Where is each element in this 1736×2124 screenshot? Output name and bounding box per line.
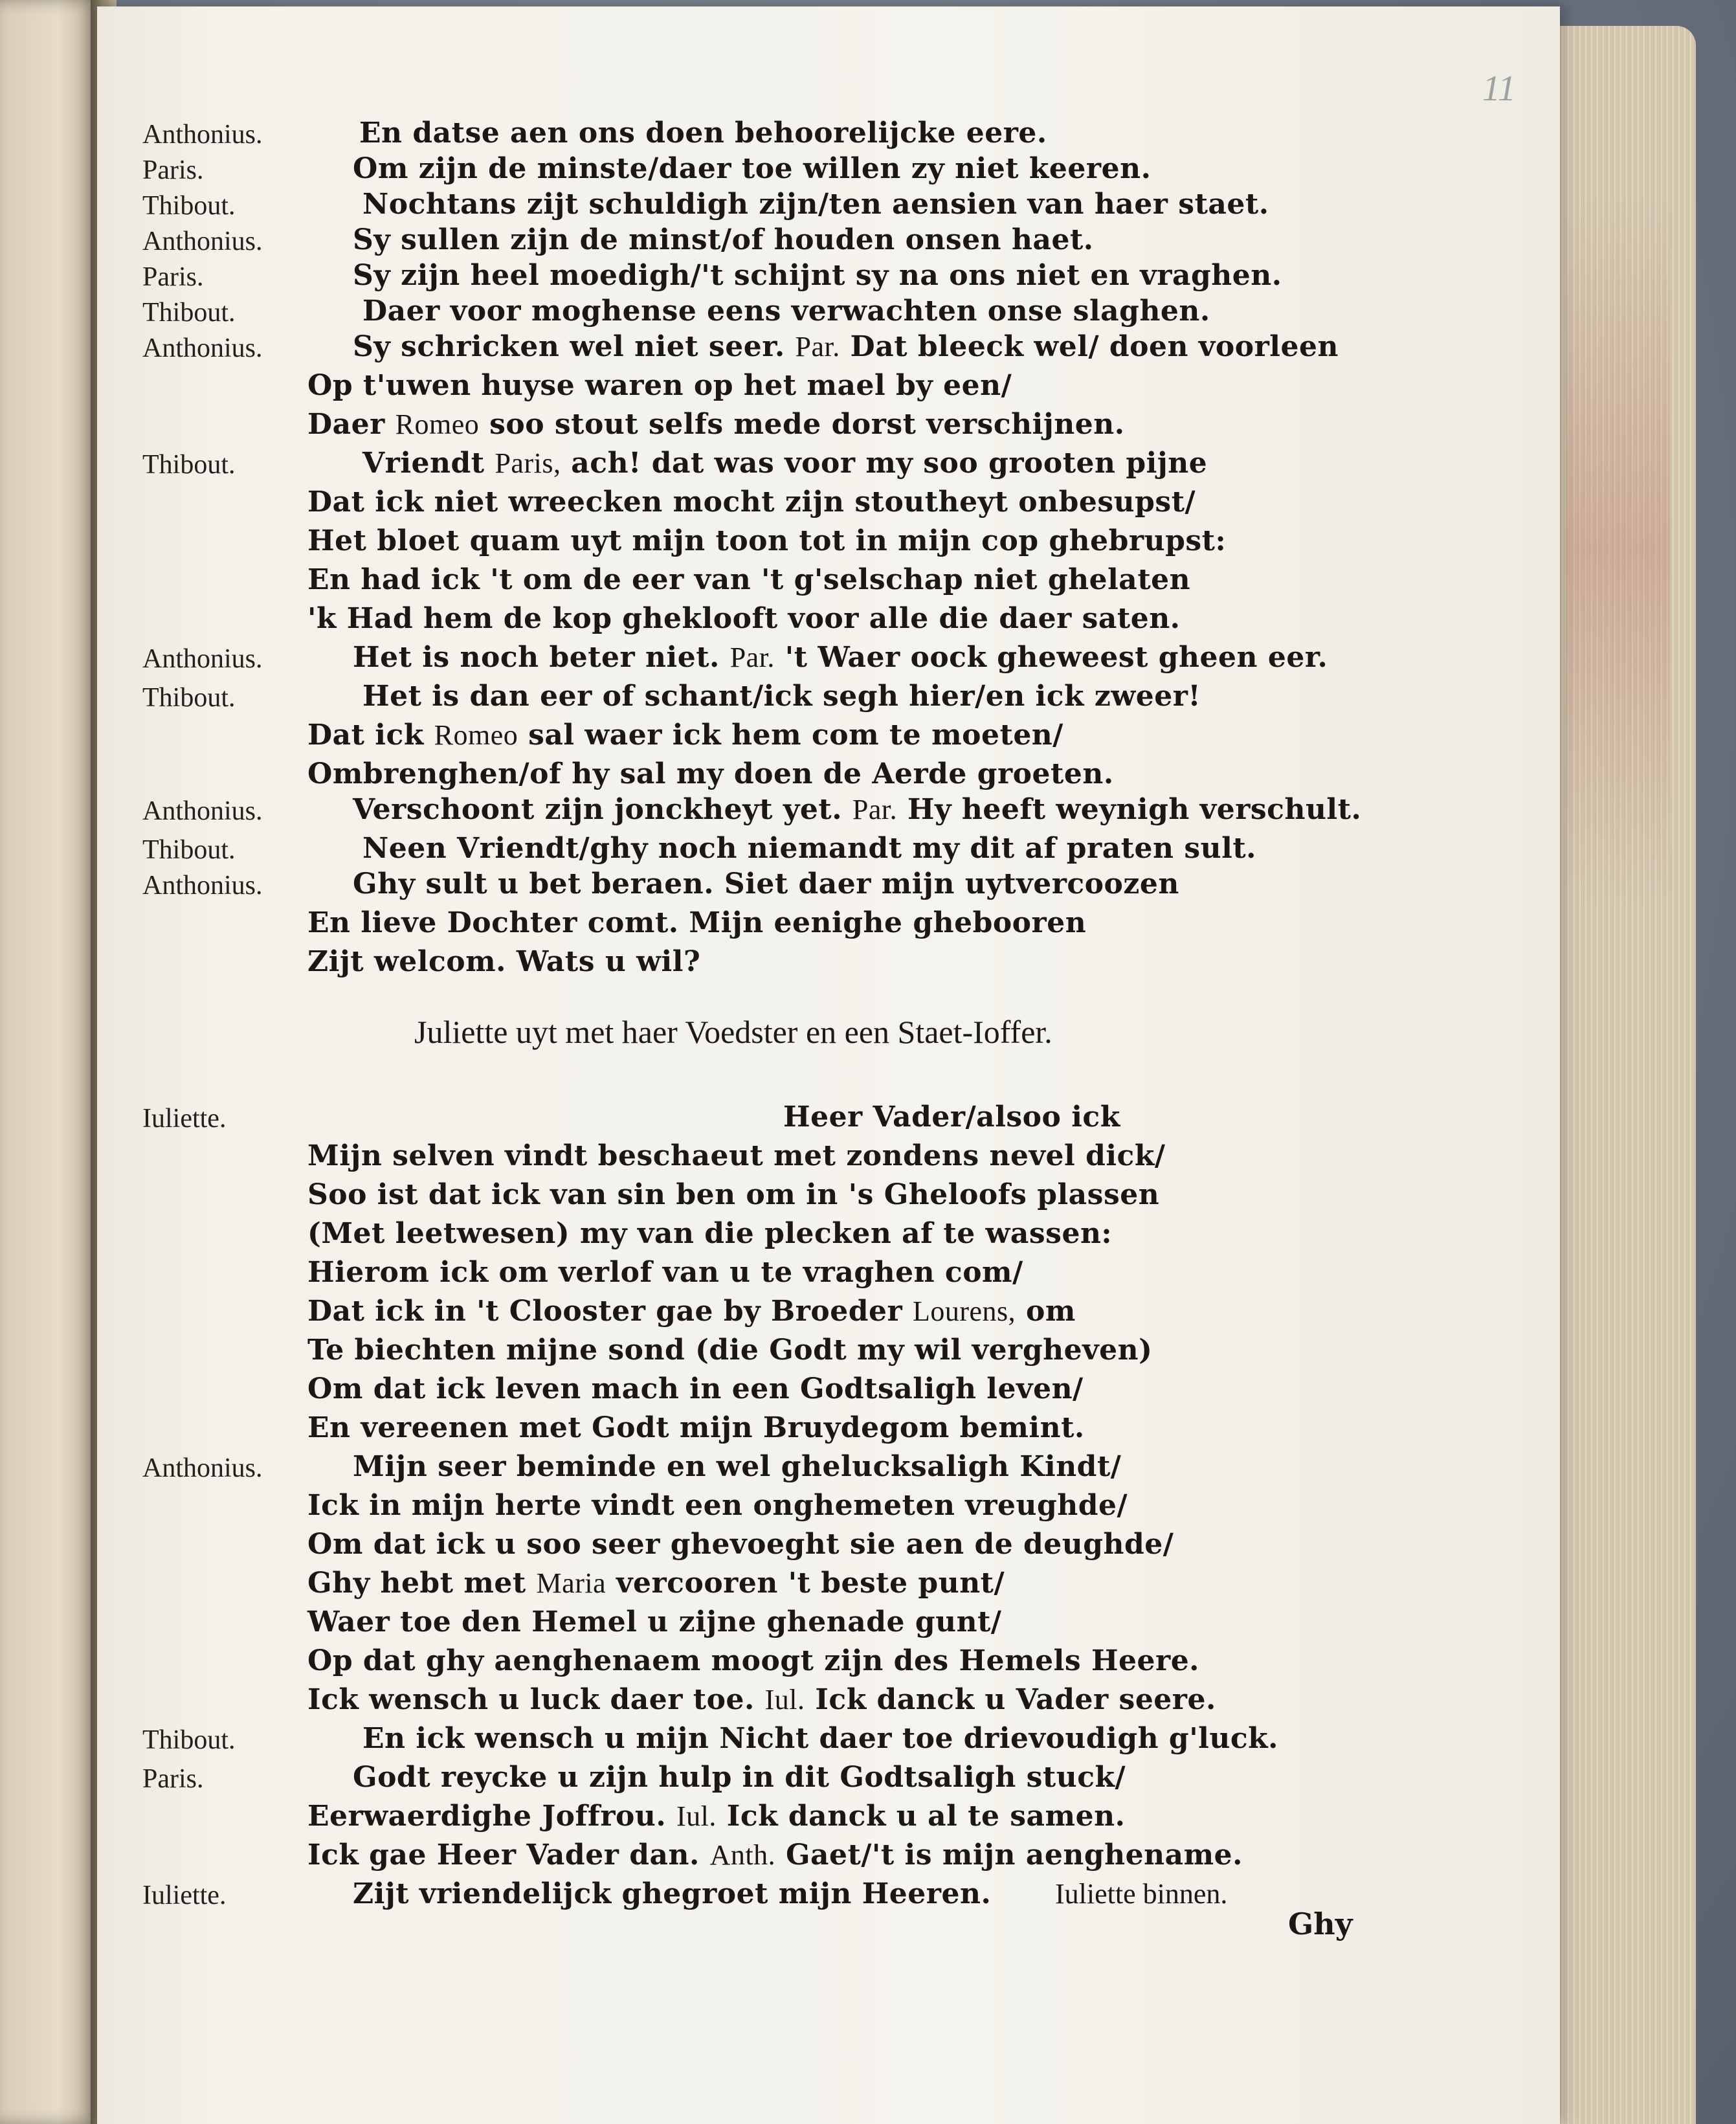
verse-text-continued: vercooren 't beste punt/ [616,1567,1005,1600]
verse-text: En ick wensch u mijn Nicht daer toe drievoudigh g'luck. [362,1722,1278,1755]
speaker-name: Paris. [142,155,204,185]
verse-line [307,1256,1023,1289]
verse-text: Te biechten mijne sond (die Godt my wil vergheven) [307,1334,1153,1367]
speaker-name: Thibout. [142,683,236,713]
verse-line [359,117,1047,150]
verse-line [362,832,1256,865]
speaker-name: Anthonius. [142,1453,263,1483]
verse-text: Dat ick [307,719,424,752]
verse-line [307,945,700,978]
verse-text: Op t'uwen huyse waren op het mael by een/ [307,369,1012,402]
verse-line [307,757,1114,790]
speaker-name: Paris. [142,262,204,292]
verse-line [307,524,1226,557]
verse-line [307,906,1086,939]
verse-line [362,295,1210,328]
verse-line [307,1139,1165,1172]
verse-text: Daer voor moghense eens verwachten onse slaghen. [362,295,1210,328]
verse-text: Nochtans zijt schuldigh zijn/ten aensien van haer staet. [362,188,1269,221]
speaker-name: Anthonius. [142,796,263,826]
verse-line [353,1450,1121,1483]
verse-line [307,602,1181,635]
verse-text: Soo ist dat ick van sin ben om in 's Gheloofs plassen [307,1178,1160,1211]
verse-text-continued: Gaet/'t is mijn aenghename. [785,1839,1243,1872]
verse-line [353,223,1094,256]
verse-text: Zijt vriendelijck ghegroet mijn Heeren. [353,1877,992,1910]
verse-text: Sy zijn heel moedigh/'t schijnt sy na ons niet en vraghen. [353,259,1282,292]
verse-line [353,1761,1126,1794]
verse-text: Ombrenghen/of hy sal my doen de Aerde groeten. [307,757,1114,790]
verse-text: Ick wensch u luck daer toe. [307,1683,755,1716]
verse-line [362,680,1201,713]
verse-line [307,486,1196,519]
verse-text: Eerwaerdighe Joffrou. [307,1800,667,1833]
speaker-name: Anthonius. [142,333,263,363]
verse-text: Verschoont zijn jonckheyt yet. [353,793,843,826]
verse-line [307,1567,1005,1600]
verse-text: Dat ick niet wreecken mocht zijn stoutheyt onbesupst/ [307,486,1196,519]
verse-line [353,259,1282,292]
interjection-speaker: Par. [852,794,898,825]
verse-line [307,1217,1112,1250]
interjection-speaker: Iul. [764,1684,805,1716]
verse-text-continued: Dat bleeck wel/ doen voorleen [850,330,1339,363]
verse-text: Zijt welcom. Wats u wil? [307,945,701,978]
verse-text: Neen Vriendt/ghy noch niemandt my dit af praten sult. [362,832,1256,865]
speaker-name: Anthonius. [142,644,263,674]
verse-line [353,1877,991,1910]
verse-text: Sy sullen zijn de minst/of houden onsen haet. [353,223,1094,256]
verse-line [307,408,1125,441]
verse-text: En datse aen ons doen behoorelijcke eere. [359,117,1047,150]
interjection-speaker: Par. [729,642,775,673]
verse-text: 'k Had hem de kop gheklooft voor alle die daer saten. [307,602,1181,635]
verse-text: Het bloet quam uyt mijn toon tot in mijn cop ghebrupst: [307,524,1227,557]
verse-line [353,793,1361,826]
roman-name: Romeo [434,719,518,751]
interjection-speaker: Iul. [676,1800,717,1832]
verse-line [307,1334,1152,1367]
verse-line [307,1528,1174,1561]
speaker-name: Thibout. [142,1725,236,1755]
verse-line [307,1800,1125,1833]
speaker-name: Anthonius. [142,120,263,150]
speaker-name: Iuliette. [142,1881,227,1910]
verse-text: Godt reycke u zijn hulp in dit Godtsaligh stuck/ [353,1761,1126,1794]
verse-line [307,1644,1199,1677]
speaker-name: Thibout. [142,450,236,480]
speaker-name: Anthonius. [142,871,263,900]
verse-text: Het is noch beter niet. [353,641,720,674]
verse-text: Hierom ick om verlof van u te vraghen com/ [307,1256,1023,1289]
verse-line [353,867,1179,900]
verse-text: Dat ick in 't Clooster gae by Broeder [307,1295,903,1328]
exit-direction: Iuliette binnen. [1055,1878,1228,1910]
verse-text: Ghy hebt met [307,1567,526,1600]
verse-line [307,1683,1216,1716]
verse-text: (Met leetwesen) my van die plecken af te wassen: [307,1217,1113,1250]
roman-name: Romeo [395,408,480,440]
verse-text-continued: Ick danck u Vader seere. [815,1683,1216,1716]
verse-line [353,641,1328,674]
verse-text-continued: ach! dat was voor my soo grooten pijne [571,447,1208,480]
verse-text: En had ick 't om de eer van 't g'selschap niet ghelaten [307,563,1191,596]
verse-text-continued: sal waer ick hem com te moeten/ [528,719,1063,752]
verse-line [307,563,1190,596]
stage-direction: Juliette uyt met haer Voedster en een Staet-Ioffer. [414,1014,1052,1050]
verse-text: En vereenen met Godt mijn Bruydegom bemint. [307,1411,1085,1444]
roman-name: Paris, [495,447,561,479]
verse-line [307,1605,1002,1638]
verse-line [307,1489,1128,1522]
left-page-edge [0,0,97,2124]
roman-name: Maria [536,1567,606,1599]
speaker-name: Anthonius. [142,227,263,256]
verse-line [353,330,1339,363]
verse-text: Vriendt [362,447,485,480]
verse-line [307,719,1063,752]
catchword: Ghy [1288,1906,1353,1941]
verse-line [362,447,1207,480]
page-number: 11 [1482,69,1516,109]
verse-text: Om dat ick u soo seer ghevoeght sie aen de deughde/ [307,1528,1174,1561]
verse-text: Sy schricken wel niet seer. [353,330,785,363]
verse-text-continued: Ick danck u al te samen. [726,1800,1126,1833]
verse-line [307,1178,1159,1211]
verse-line [307,1372,1084,1405]
verse-text: Ghy sult u bet beraen. Siet daer mijn uytvercoozen [353,867,1179,900]
interjection-speaker: Par. [795,331,840,363]
speaker-name: Thibout. [142,191,236,221]
speaker-name: Thibout. [142,835,236,865]
verse-text: Het is dan eer of schant/ick segh hier/en ick zweer! [362,680,1201,713]
verse-line [353,152,1151,185]
verse-text: Mijn selven vindt beschaeut met zondens nevel dick/ [307,1139,1166,1172]
verse-text: Heer Vader/alsoo ick [783,1101,1120,1134]
verse-line [307,369,1012,402]
verse-text: Ick gae Heer Vader dan. [307,1839,700,1872]
verse-line [307,1411,1085,1444]
verse-line [783,1101,1120,1134]
verse-text: Mijn seer beminde en wel ghelucksaligh Kindt/ [353,1450,1122,1483]
speaker-name: Iuliette. [142,1104,227,1134]
verse-line [362,1722,1278,1755]
verse-line [362,188,1269,221]
page-edge-stain [1566,194,1670,906]
verse-text-continued: om [1026,1295,1076,1328]
speaker-name: Paris. [142,1764,204,1794]
verse-text-continued: 't Waer oock gheweest gheen eer. [785,641,1328,674]
verse-text-continued: Hy heeft weynigh verschult. [907,793,1362,826]
verse-text: Waer toe den Hemel u zijne ghenade gunt/ [307,1605,1002,1638]
verse-text: Ick in mijn herte vindt een onghemeten vreughde/ [307,1489,1128,1522]
roman-name: Lourens, [913,1295,1016,1327]
speaker-name: Thibout. [142,298,236,328]
verse-line [307,1839,1243,1872]
verse-text: Om zijn de minste/daer toe willen zy niet keeren. [353,152,1152,185]
verse-text: En lieve Dochter comt. Mijn eenighe ghebooren [307,906,1087,939]
verse-text-continued: soo stout selfs mede dorst verschijnen. [489,408,1125,441]
verse-line [307,1295,1076,1328]
verse-text: Om dat ick leven mach in een Godtsaligh leven/ [307,1372,1084,1405]
verse-text: Daer [307,408,385,441]
interjection-speaker: Anth. [709,1839,776,1871]
verse-text: Op dat ghy aenghenaem moogt zijn des Hemels Heere. [307,1644,1199,1677]
